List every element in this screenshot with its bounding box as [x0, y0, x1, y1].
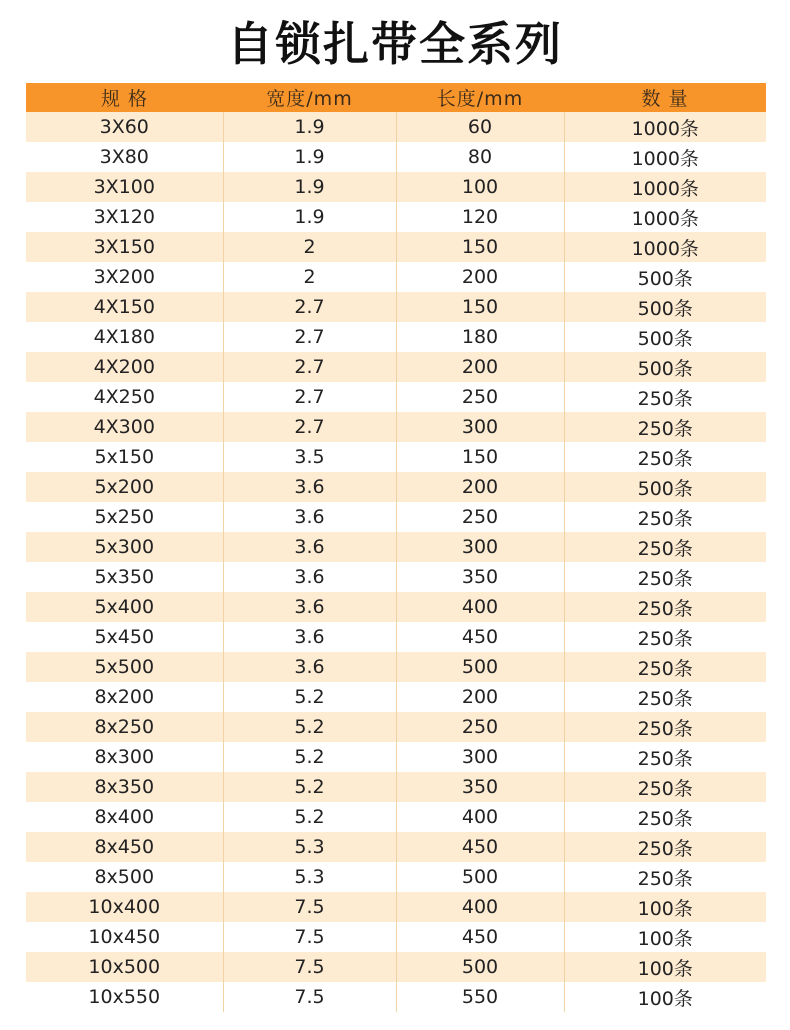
cell-width: 2	[223, 232, 396, 262]
cell-length: 250	[396, 382, 564, 412]
cell-width: 7.5	[223, 922, 396, 952]
cell-length: 400	[396, 802, 564, 832]
table-row	[26, 172, 766, 202]
cell-spec: 3X120	[26, 202, 223, 232]
cell-quantity: 250条	[564, 802, 766, 832]
cell-quantity: 250条	[564, 742, 766, 772]
cell-quantity: 250条	[564, 562, 766, 592]
cell-length: 350	[396, 772, 564, 802]
table-row	[26, 742, 766, 772]
cell-width: 7.5	[223, 952, 396, 982]
cell-quantity: 1000条	[564, 142, 766, 172]
table-row	[26, 862, 766, 892]
cell-spec: 8x450	[26, 832, 223, 862]
cell-quantity: 500条	[564, 472, 766, 502]
cell-quantity: 250条	[564, 832, 766, 862]
table-row	[26, 592, 766, 622]
cell-spec: 4X300	[26, 412, 223, 442]
table-row	[26, 622, 766, 652]
table-row	[26, 832, 766, 862]
header-quantity: 数 量	[564, 83, 766, 112]
cell-length: 400	[396, 892, 564, 922]
cell-spec: 8x350	[26, 772, 223, 802]
cell-length: 200	[396, 682, 564, 712]
cell-quantity: 250条	[564, 652, 766, 682]
cell-length: 150	[396, 292, 564, 322]
cell-length: 300	[396, 412, 564, 442]
cell-quantity: 250条	[564, 382, 766, 412]
table-row	[26, 142, 766, 172]
cell-spec: 5x350	[26, 562, 223, 592]
cell-spec: 10x550	[26, 982, 223, 1012]
cell-width: 2.7	[223, 382, 396, 412]
table-row	[26, 112, 766, 142]
cell-spec: 3X200	[26, 262, 223, 292]
cell-width: 1.9	[223, 172, 396, 202]
cell-quantity: 250条	[564, 532, 766, 562]
cell-spec: 10x450	[26, 922, 223, 952]
cell-quantity: 1000条	[564, 202, 766, 232]
cell-length: 180	[396, 322, 564, 352]
cell-length: 350	[396, 562, 564, 592]
cell-width: 7.5	[223, 982, 396, 1012]
cell-spec: 5x500	[26, 652, 223, 682]
cell-length: 300	[396, 742, 564, 772]
cell-spec: 10x500	[26, 952, 223, 982]
cell-quantity: 500条	[564, 262, 766, 292]
spec-table	[26, 83, 766, 1012]
cell-length: 120	[396, 202, 564, 232]
table-row	[26, 712, 766, 742]
cell-width: 3.6	[223, 592, 396, 622]
cell-length: 500	[396, 952, 564, 982]
cell-spec: 4X200	[26, 352, 223, 382]
cell-quantity: 250条	[564, 622, 766, 652]
cell-quantity: 500条	[564, 352, 766, 382]
cell-length: 200	[396, 352, 564, 382]
cell-spec: 8x200	[26, 682, 223, 712]
table-header-row	[26, 83, 766, 112]
cell-quantity: 250条	[564, 682, 766, 712]
table-row	[26, 502, 766, 532]
cell-width: 3.6	[223, 532, 396, 562]
cell-quantity: 100条	[564, 922, 766, 952]
table-row	[26, 892, 766, 922]
cell-width: 3.6	[223, 622, 396, 652]
cell-length: 400	[396, 592, 564, 622]
cell-quantity: 500条	[564, 292, 766, 322]
cell-width: 5.2	[223, 772, 396, 802]
cell-length: 500	[396, 862, 564, 892]
cell-quantity: 500条	[564, 322, 766, 352]
cell-quantity: 1000条	[564, 112, 766, 142]
cell-quantity: 250条	[564, 772, 766, 802]
header-length: 长度/mm	[396, 83, 564, 112]
cell-quantity: 100条	[564, 952, 766, 982]
cell-width: 2	[223, 262, 396, 292]
cell-spec: 8x400	[26, 802, 223, 832]
cell-length: 450	[396, 922, 564, 952]
cell-length: 80	[396, 142, 564, 172]
table-row	[26, 202, 766, 232]
cell-spec: 5x200	[26, 472, 223, 502]
cell-length: 150	[396, 232, 564, 262]
cell-spec: 5x150	[26, 442, 223, 472]
table-row	[26, 802, 766, 832]
cell-quantity: 250条	[564, 412, 766, 442]
cell-width: 5.2	[223, 682, 396, 712]
table-row	[26, 652, 766, 682]
cell-spec: 3X80	[26, 142, 223, 172]
table-row	[26, 442, 766, 472]
cell-quantity: 1000条	[564, 172, 766, 202]
cell-quantity: 1000条	[564, 232, 766, 262]
cell-quantity: 250条	[564, 712, 766, 742]
cell-width: 5.3	[223, 862, 396, 892]
cell-spec: 8x300	[26, 742, 223, 772]
cell-quantity: 100条	[564, 892, 766, 922]
cell-length: 300	[396, 532, 564, 562]
cell-spec: 5x300	[26, 532, 223, 562]
cell-length: 250	[396, 712, 564, 742]
table-row	[26, 322, 766, 352]
cell-width: 7.5	[223, 892, 396, 922]
cell-quantity: 250条	[564, 502, 766, 532]
cell-length: 450	[396, 832, 564, 862]
cell-spec: 8x500	[26, 862, 223, 892]
cell-width: 5.2	[223, 802, 396, 832]
header-spec: 规 格	[26, 83, 223, 112]
table-row	[26, 352, 766, 382]
header-width: 宽度/mm	[223, 83, 396, 112]
cell-spec: 5x250	[26, 502, 223, 532]
cell-length: 450	[396, 622, 564, 652]
table-row	[26, 682, 766, 712]
cell-spec: 3X100	[26, 172, 223, 202]
cell-spec: 5x400	[26, 592, 223, 622]
cell-spec: 4X250	[26, 382, 223, 412]
table-row	[26, 412, 766, 442]
page-title: 自锁扎带全系列	[227, 17, 563, 71]
cell-spec: 10x400	[26, 892, 223, 922]
cell-spec: 4X150	[26, 292, 223, 322]
cell-length: 200	[396, 472, 564, 502]
cell-length: 100	[396, 172, 564, 202]
cell-spec: 8x250	[26, 712, 223, 742]
table-row	[26, 262, 766, 292]
cell-spec: 4X180	[26, 322, 223, 352]
cell-width: 3.6	[223, 502, 396, 532]
table-row	[26, 382, 766, 412]
cell-length: 150	[396, 442, 564, 472]
table-row	[26, 772, 766, 802]
cell-length: 500	[396, 652, 564, 682]
table-row	[26, 532, 766, 562]
cell-quantity: 100条	[564, 982, 766, 1012]
cell-length: 200	[396, 262, 564, 292]
table-row	[26, 562, 766, 592]
cell-spec: 5x450	[26, 622, 223, 652]
cell-width: 2.7	[223, 322, 396, 352]
cell-width: 2.7	[223, 412, 396, 442]
table-row	[26, 952, 766, 982]
cell-width: 3.6	[223, 562, 396, 592]
cell-quantity: 250条	[564, 592, 766, 622]
table-row	[26, 472, 766, 502]
cell-width: 2.7	[223, 292, 396, 322]
table-row	[26, 922, 766, 952]
cell-length: 550	[396, 982, 564, 1012]
cell-quantity: 250条	[564, 442, 766, 472]
table-row	[26, 292, 766, 322]
cell-quantity: 250条	[564, 862, 766, 892]
cell-width: 5.2	[223, 712, 396, 742]
cell-width: 2.7	[223, 352, 396, 382]
cell-width: 5.3	[223, 832, 396, 862]
cell-width: 3.6	[223, 652, 396, 682]
cell-spec: 3X60	[26, 112, 223, 142]
cell-width: 1.9	[223, 112, 396, 142]
cell-width: 3.6	[223, 472, 396, 502]
cell-width: 3.5	[223, 442, 396, 472]
cell-length: 250	[396, 502, 564, 532]
cell-length: 60	[396, 112, 564, 142]
cell-width: 1.9	[223, 142, 396, 172]
table-body	[26, 112, 766, 1012]
table-row	[26, 232, 766, 262]
cell-width: 5.2	[223, 742, 396, 772]
table-row	[26, 982, 766, 1012]
cell-spec: 3X150	[26, 232, 223, 262]
cell-width: 1.9	[223, 202, 396, 232]
